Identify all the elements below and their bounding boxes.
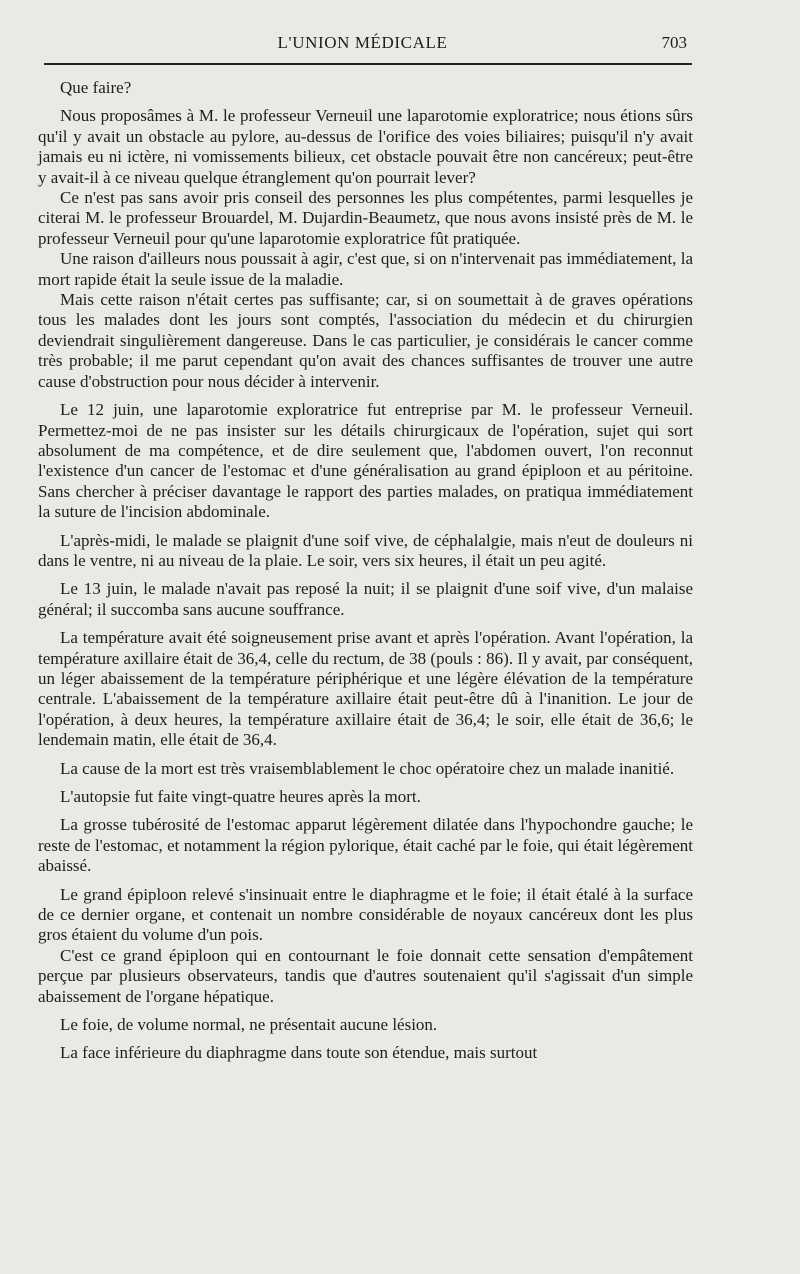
paragraph: La température avait été soigneusement prise avant et après l'opération. Avant l'opération, la température axillaire était de 36,4, celle du rectum, de 38 (pouls : 86). Il y avait, par conséquent, un léger abaissement de la température périphérique et une légère élévation de la température centrale. L'abaissement de la température axillaire était peut-être dû à l'inanition. Le jour de l'opération, à deux heures, la température axillaire était de 36,4; le soir, elle était de 36,6; le lendemain matin, elle était de 36,4.: [38, 628, 693, 750]
paragraph: Le 13 juin, le malade n'avait pas reposé la nuit; il se plaignit d'une soif vive, d'un malaise général; il succomba sans aucune souffrance.: [38, 579, 693, 619]
page-number: 703: [661, 33, 687, 52]
paragraph: C'est ce grand épiploon qui en contournant le foie donnait cette sensation d'empâtement perçue par plusieurs observateurs, tandis que d'autres soutenaient qu'il s'agissait d'un simple abaissement de l'organe hépatique.: [38, 945, 693, 1006]
paragraph: Nous proposâmes à M. le professeur Verneuil une laparotomie exploratrice; nous étions sûrs qu'il y avait un obstacle au pylore, au-dessus de l'orifice des voies biliaires; puisqu'il n'y avait jamais eu ni ictère, ni vomissements bilieux, cet obstacle pouvait être non cancéreux; peut-être y avait-il à ce niveau quelque étranglement qu'on pourrait lever?: [38, 106, 693, 187]
paragraph: La cause de la mort est très vraisemblablement le choc opératoire chez un malade inanitié.: [60, 758, 675, 778]
journal-title: L'UNION MÉDICALE: [277, 33, 448, 52]
running-header: [30, 33, 695, 57]
paragraph: La grosse tubérosité de l'estomac apparut légèrement dilatée dans l'hypochondre gauche; le reste de l'estomac, et notamment la région pylorique, était caché par le foie, qui était légèrement abaissé.: [38, 815, 693, 876]
paragraph: Le foie, de volume normal, ne présentait aucune lésion.: [60, 1015, 438, 1035]
paragraph: La face inférieure du diaphragme dans toute son étendue, mais surtout: [60, 1043, 538, 1063]
paragraph: L'autopsie fut faite vingt-quatre heures après la mort.: [60, 787, 421, 806]
paragraph: Ce n'est pas sans avoir pris conseil des personnes les plus compétentes, parmi lesquelles je citerai M. le professeur Brouardel, M. Dujardin-Beaumetz, que nous avons insisté près de M. le professeur Verneuil pour qu'une laparotomie exploratrice fût pratiquée.: [38, 188, 693, 248]
header-rule: [44, 63, 692, 65]
paragraph: Mais cette raison n'était certes pas suffisante; car, si on soumettait à de graves opérations tous les malades dont les jours sont comptés, l'association du médecin et du chirurgien deviendrait singulièrement dangereuse. Dans le cas particulier, je considérais le cancer comme très probable; il me parut cependant qu'on avait des chances suffisantes de trouver une autre cause d'obstruction pour nous décider à intervenir.: [38, 290, 693, 391]
article-body: [38, 78, 693, 1064]
paragraph: Le 12 juin, une laparotomie exploratrice fut entreprise par M. le professeur Verneuil. Permettez-moi de ne pas insister sur les détails chirurgicaux de l'opération, sujet qui sort absolument de ma compétence, et de dire seulement que, l'abdomen ouvert, l'on reconnut l'existence d'un cancer de l'estomac et d'une généralisation au grand épiploon et au péritoine. Sans chercher à préciser davantage le rapport des parties malades, on pratiqua immédiatement la suture de l'incision abdominale.: [38, 400, 693, 522]
paragraph: Une raison d'ailleurs nous poussait à agir, c'est que, si on n'intervenait pas immédiatement, la mort rapide était la seule issue de la maladie.: [38, 249, 693, 289]
paragraph: Que faire?: [60, 78, 132, 97]
paragraph: L'après-midi, le malade se plaignit d'une soif vive, de céphalalgie, mais n'eut de douleurs ni dans le ventre, ni au niveau de la plaie. Le soir, vers six heures, il était un peu agité.: [38, 530, 693, 570]
paragraph: Le grand épiploon relevé s'insinuait entre le diaphragme et le foie; il était étalé à la surface de ce dernier organe, et contenait un nombre considérable de noyaux cancéreux dont les plus gros étaient du volume d'un pois.: [38, 884, 693, 945]
